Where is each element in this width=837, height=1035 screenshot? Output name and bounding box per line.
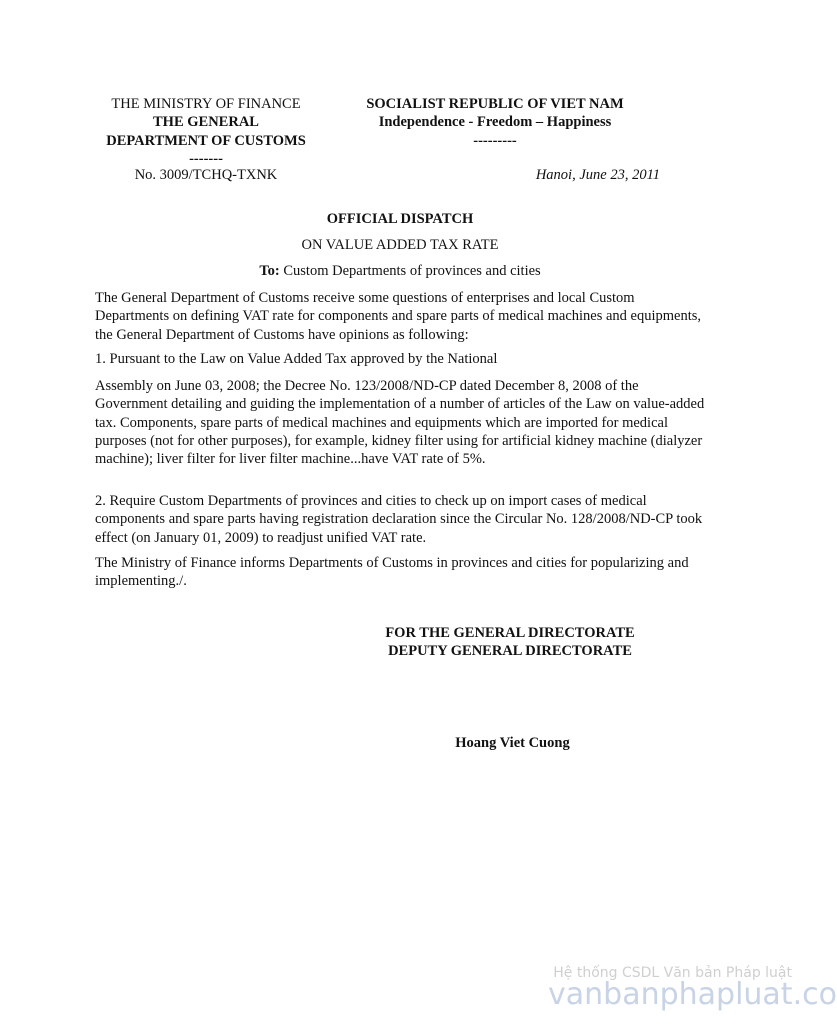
- document-type-title: OFFICIAL DISPATCH: [326, 211, 474, 227]
- document-subject: ON VALUE ADDED TAX RATE: [301, 237, 499, 253]
- national-motto: Independence - Freedom – Happiness: [378, 114, 612, 131]
- body-paragraph-5: The Ministry of Finance informs Departments of Customs in provinces and cities for popularizing and implementing./.: [95, 555, 689, 590]
- national-title-block: [330, 95, 660, 150]
- ministry-name: THE MINISTRY OF FINANCE: [111, 96, 301, 112]
- country-name: SOCIALIST REPUBLIC OF VIET NAM: [366, 96, 624, 112]
- signer-title-line-2: DEPUTY GENERAL DIRECTORATE: [388, 643, 632, 660]
- watermark-caption: Hệ thống CSDL Văn bản Pháp luật: [553, 965, 792, 981]
- signer-title-block: [340, 624, 680, 661]
- place-and-date: Hanoi, June 23, 2011: [535, 167, 660, 183]
- department-name-line-1: THE GENERAL: [153, 114, 259, 131]
- department-name-line-2: DEPARTMENT OF CUSTOMS: [106, 132, 306, 149]
- signer-title-line-1: FOR THE GENERAL DIRECTORATE: [385, 625, 635, 641]
- right-header-separator: ---------: [473, 132, 517, 149]
- recipient-line: [95, 262, 705, 280]
- left-header-separator: -------: [189, 150, 223, 167]
- body-paragraph-1: The General Department of Customs receive some questions of enterprises and local Custom Departments on defining VAT rate for components and spare parts of medical machines and equipments, the General Department of Customs have opinions as following:: [95, 290, 702, 343]
- signer-name: Hoang Viet Cuong: [455, 735, 570, 751]
- body-paragraph-3: Assembly on June 03, 2008; the Decree No. 123/2008/ND-CP dated December 8, 2008 of the Government detailing and guiding the implementation of a number of articles of the Law on value-added tax. Components, spare parts of medical machines and equipments which are imported for medical purposes (not for other purposes), for example, kidney filter using for artificial kidney machine (dialyzer machine); liver filter for liver filter machine...have VAT rate of 5%.: [95, 378, 705, 468]
- recipient-label: To:: [259, 263, 280, 279]
- issuing-authority-block: [80, 95, 332, 168]
- recipient-text: Custom Departments of provinces and cities: [279, 263, 541, 279]
- watermark-site-name: vanbanphapluat.co: [548, 977, 837, 1012]
- body-paragraph-4: 2. Require Custom Departments of provinces and cities to check up on import cases of medical components and spare parts having registration declaration since the Circular No. 128/2008/ND-CP took effect (on January 01, 2009) to readjust unified VAT rate.: [95, 493, 703, 546]
- document-number: No. 3009/TCHQ-TXNK: [134, 167, 278, 183]
- body-paragraph-2: 1. Pursuant to the Law on Value Added Tax approved by the National: [95, 351, 498, 367]
